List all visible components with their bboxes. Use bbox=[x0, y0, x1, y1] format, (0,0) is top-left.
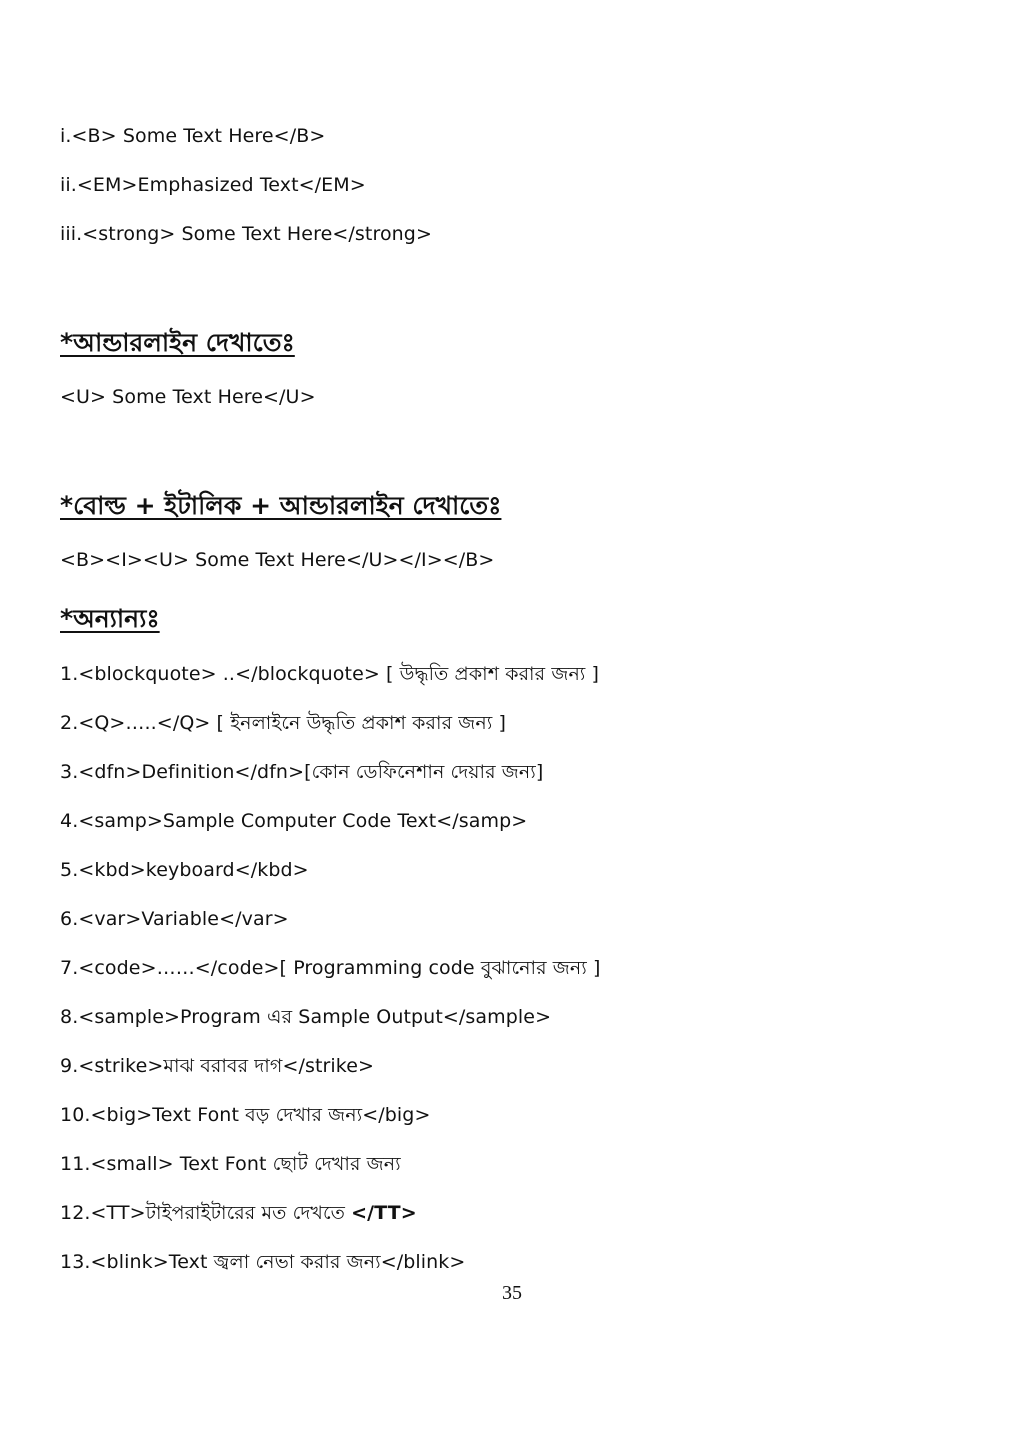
list-item-var: 6.<var>Variable</var> bbox=[60, 908, 289, 930]
list-item-small: 11.<small> Text Font ছোট দেখার জন্য bbox=[60, 1153, 401, 1175]
bold-italic-underline-heading: *বোল্ড + ইটালিক + আন্ডারলাইন দেখাতেঃ bbox=[60, 491, 502, 520]
list-item-tt-closing-tag: </TT> bbox=[351, 1202, 417, 1224]
others-heading: *অন্যান্যঃ bbox=[60, 604, 160, 633]
underline-heading: *আন্ডারলাইন দেখাতেঃ bbox=[60, 328, 295, 357]
page-number: 35 bbox=[502, 1282, 522, 1304]
list-item-samp: 4.<samp>Sample Computer Code Text</samp> bbox=[60, 810, 528, 832]
list-item-tt bbox=[60, 1200, 417, 1226]
list-item-blink: 13.<blink>Text জ্বলা নেভা করার জন্য</blink> bbox=[60, 1251, 466, 1273]
bold-italic-underline-example: <B><I><U> Some Text Here</U></I></B> bbox=[60, 549, 495, 571]
list-item-sample: 8.<sample>Program এর Sample Output</sample> bbox=[60, 1006, 552, 1028]
list-item-code: 7.<code>……</code>[ Programming code বুঝানোর জন্য ] bbox=[60, 957, 601, 979]
intro-line-bold: i.<B> Some Text Here</B> bbox=[60, 125, 326, 147]
intro-line-em: ii.<EM>Emphasized Text</EM> bbox=[60, 174, 366, 196]
underline-example: <U> Some Text Here</U> bbox=[60, 386, 316, 408]
list-item-dfn: 3.<dfn>Definition</dfn>[কোন ডেফিনেশান দেয়ার জন্য] bbox=[60, 761, 544, 783]
list-item-kbd: 5.<kbd>keyboard</kbd> bbox=[60, 859, 309, 881]
list-item-blockquote: 1.<blockquote> ..</blockquote> [ উদ্ধৃতি প্রকাশ করার জন্য ] bbox=[60, 663, 600, 685]
intro-line-strong: iii.<strong> Some Text Here</strong> bbox=[60, 223, 432, 245]
list-item-big: 10.<big>Text Font বড় দেখার জন্য</big> bbox=[60, 1104, 431, 1126]
list-item-strike: 9.<strike>মাঝ বরাবর দাগ</strike> bbox=[60, 1055, 375, 1077]
list-item-q: 2.<Q>…..</Q> [ ইনলাইনে উদ্ধৃতি প্রকাশ করার জন্য ] bbox=[60, 712, 506, 734]
list-item-tt-text: 12.<TT>টাইপরাইটারের মত দেখতে bbox=[60, 1202, 352, 1224]
